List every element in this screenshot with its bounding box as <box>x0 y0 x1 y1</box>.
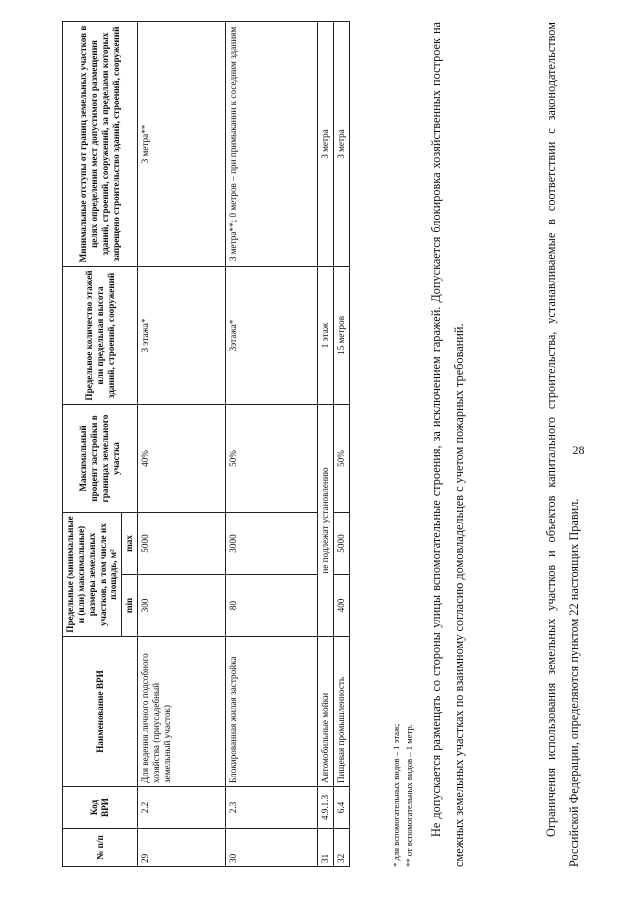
cell-min: 400 <box>334 575 350 637</box>
footnote: ** от вспомогательных видов – 1 метр. <box>403 724 414 867</box>
header-min: min <box>122 575 138 637</box>
cell-setback: 3 метра**; 0 метров – при примыкании к соседним зданиям <box>226 21 318 266</box>
cell-setback: 3 метра <box>318 21 334 266</box>
cell-setback: 3 метра** <box>138 21 226 266</box>
paragraph: Не допускается размещать со стороны улицы вспомогательные строения, за исключением гаражей. Допускается блокировка хозяйственных построек на смежных земельных участках по взаимному согласию домовладельцев с учетом пожарных требований. <box>429 22 467 867</box>
page-number: 28 <box>572 443 585 457</box>
cell-floors: 15 метров <box>334 266 350 404</box>
cell-code: 2.3 <box>226 787 318 829</box>
table-row <box>318 21 334 866</box>
table-row <box>334 21 350 866</box>
cell-max: 3000 <box>226 512 318 574</box>
paragraph: Ограничения использования земельных участков и объектов капитального строительства, устанавливаемые в соответствии с законодательством Российской Федерации, определяются пунктом 22 настоящих Правил. <box>544 22 582 867</box>
vri-table <box>62 21 350 867</box>
header-code: Код ВРИ <box>63 787 138 829</box>
table-footnotes <box>390 724 416 867</box>
cell-min: 80 <box>226 575 318 637</box>
header-sizes: Предельные (минимальные и (или) максимальные) размеры земельных участков, в том числе их площадь, м² <box>63 512 122 636</box>
cell-merged: не подлежат установлению <box>318 404 334 636</box>
cell-code: 6.4 <box>334 787 350 829</box>
cell-floors: 3 этажа* <box>138 266 226 404</box>
header-num: № п/п <box>63 829 138 867</box>
cell-num: 29 <box>138 829 226 867</box>
table-row <box>226 21 318 866</box>
cell-min: 300 <box>138 575 226 637</box>
cell-max: 5000 <box>334 512 350 574</box>
table-header-row <box>63 21 122 866</box>
footnote: * для вспомогательных видов – 1 этаж; <box>391 723 401 867</box>
cell-percent: 50% <box>334 404 350 512</box>
cell-floors: 1 этаж <box>318 266 334 404</box>
header-percent: Максимальный процент застройки в границах земельного участка <box>63 404 138 512</box>
cell-num: 30 <box>226 829 318 867</box>
cell-name: Для ведения личного подсобного хозяйства (приусадебный земельный участок) <box>138 637 226 787</box>
cell-name: Блокированная жилая застройка <box>226 637 318 787</box>
cell-percent: 40% <box>138 404 226 512</box>
header-floors: Предельное количество этажей или предельная высота зданий, строений, сооружений <box>63 266 138 404</box>
table-row <box>138 21 226 866</box>
cell-code: 2.2 <box>138 787 226 829</box>
cell-setback: 3 метра <box>334 21 350 266</box>
cell-num: 32 <box>334 829 350 867</box>
cell-percent: 50% <box>226 404 318 512</box>
cell-name: Автомобильные мойки <box>318 637 334 787</box>
header-name: Наименование ВРИ <box>63 637 138 787</box>
header-setbacks: Минимальные отступы от границ земельных участков в целях определения мест допустимого размещения зданий, строений, сооружений, за пределами которых запрещено строительство зданий, строений, сооружений <box>63 21 138 266</box>
cell-floors: 3этажа* <box>226 266 318 404</box>
cell-code: 4.9.1.3 <box>318 787 334 829</box>
cell-num: 31 <box>318 829 334 867</box>
cell-max: 5000 <box>138 512 226 574</box>
header-max: max <box>122 512 138 574</box>
cell-name: Пищевая промышленность <box>334 637 350 787</box>
